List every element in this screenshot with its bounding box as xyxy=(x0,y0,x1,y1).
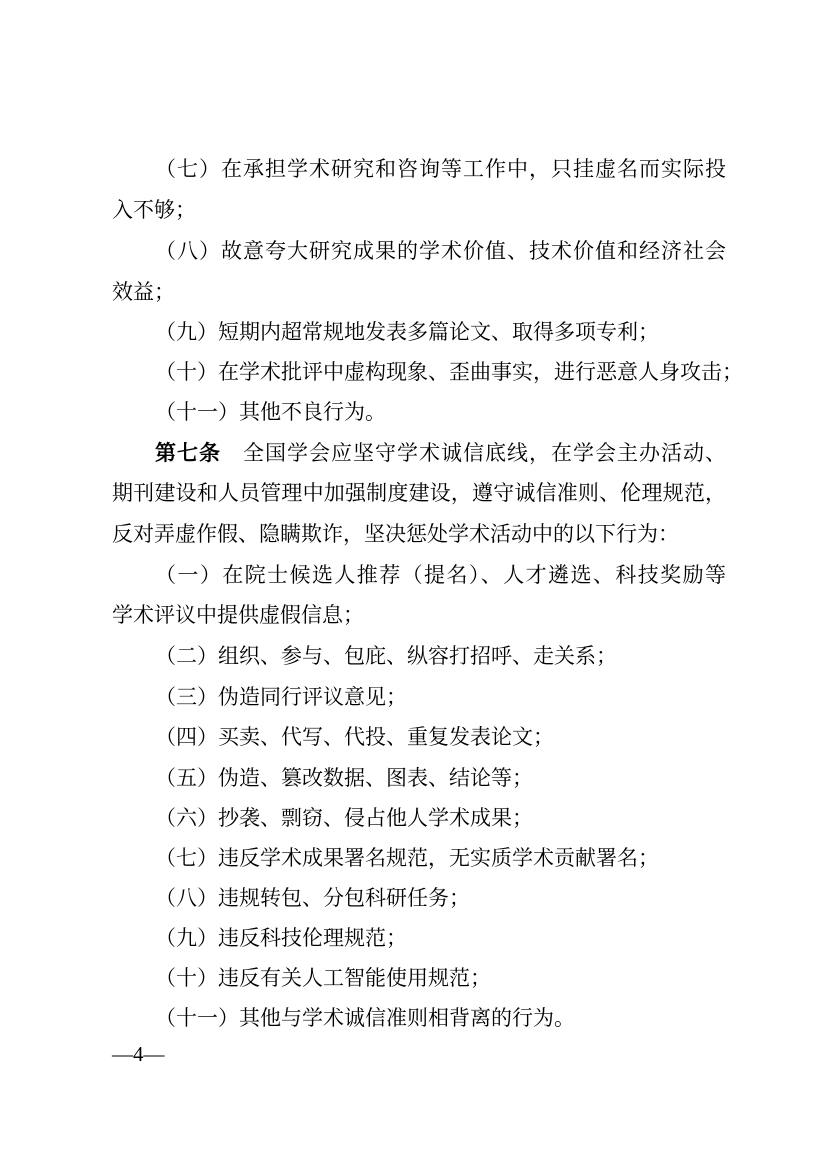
article-intro-text: 全国学会应坚守学术诚信底线，在学会主办活动、 xyxy=(243,441,726,465)
paragraph-line: （六）抄袭、剽窃、侵占他人学术成果； xyxy=(155,806,533,830)
paragraph-line: （五）伪造、篡改数据、图表、结论等； xyxy=(155,766,533,790)
article-heading: 第七条 xyxy=(155,441,221,465)
paragraph-line: （八）故意夸大研究成果的学术价值、技术价值和经济社会 xyxy=(155,239,726,263)
paragraph-line: （四）买卖、代写、代投、重复发表论文； xyxy=(155,725,554,749)
paragraph-line: （十）违反有关人工智能使用规范； xyxy=(155,966,491,990)
paragraph-line: （九）违反科技伦理规范； xyxy=(155,926,407,950)
paragraph-line: （八）违规转包、分包科研任务； xyxy=(155,886,470,910)
paragraph-line: （七）违反学术成果署名规范，无实质学术贡献署名； xyxy=(155,846,659,870)
paragraph-line: （十一）其他与学术诚信准则相背离的行为。 xyxy=(155,1006,575,1030)
paragraph-line: 入不够； xyxy=(112,198,196,222)
paragraph-line: （二）组织、参与、包庇、纵容打招呼、走关系； xyxy=(155,644,617,668)
paragraph-line: （十）在学术批评中虚构现象、歪曲事实，进行恶意人身攻击； xyxy=(155,360,743,384)
article-paragraph-line xyxy=(155,439,726,467)
paragraph-line: （九）短期内超常规地发表多篇论文、取得多项专利； xyxy=(155,320,659,344)
paragraph-line: （一）在院士候选人推荐（提名）、人才遴选、科技奖励等 xyxy=(155,563,726,587)
paragraph-line: （三）伪造同行评议意见； xyxy=(155,685,407,709)
paragraph-line: （十一）其他不良行为。 xyxy=(155,400,386,424)
paragraph-line: 期刊建设和人员管理中加强制度建设，遵守诚信准则、伦理规范， xyxy=(112,481,726,505)
paragraph-line: （七）在承担学术研究和咨询等工作中，只挂虚名而实际投 xyxy=(155,157,726,181)
paragraph-line: 反对弄虚作假、隐瞒欺诈，坚决惩处学术活动中的以下行为： xyxy=(112,522,679,546)
paragraph-line: 学术评议中提供虚假信息； xyxy=(112,603,364,627)
page-number: —4— xyxy=(112,1042,165,1066)
paragraph-line: 效益； xyxy=(112,280,175,304)
